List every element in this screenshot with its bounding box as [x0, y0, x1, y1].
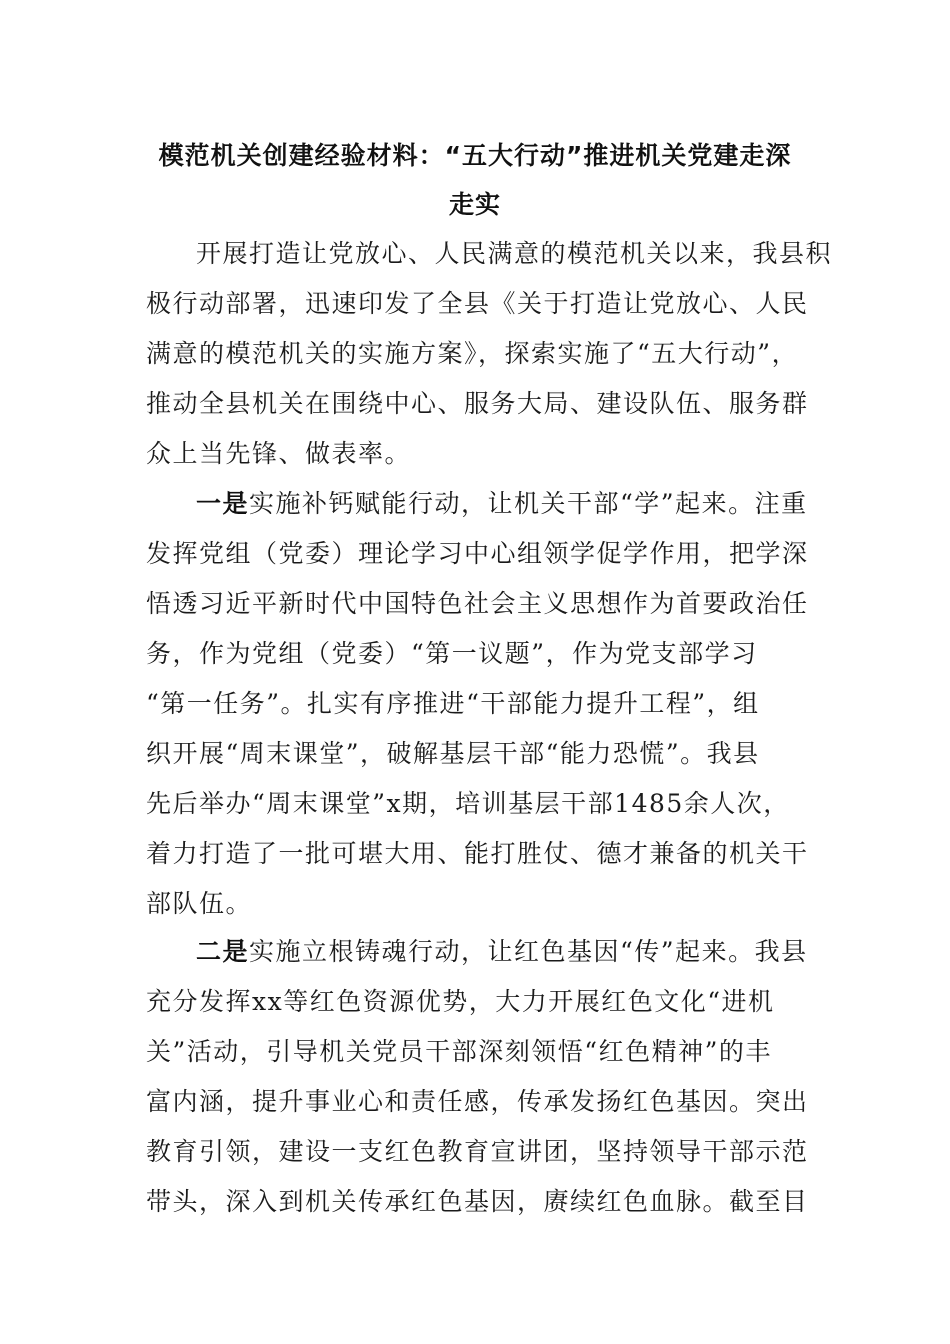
section1-line: 织开展“周末课堂”，破解基层干部“能力恐慌”。我县 — [146, 739, 760, 768]
intro-line: 推动全县机关在围绕中心、服务大局、建设队伍、服务群 — [146, 389, 809, 418]
document-title-line-1: 模范机关创建经验材料：“五大行动”推进机关党建走深 — [158, 141, 792, 170]
section1-line: 悟透习近平新时代中国特色社会主义思想作为首要政治任 — [146, 589, 809, 618]
section2-lead: 二是 — [196, 937, 250, 966]
section2-first-line — [196, 932, 808, 968]
section1-line: 着力打造了一批可堪大用、能打胜仗、德才兼备的机关干 — [146, 839, 809, 868]
section2-line: 关”活动，引导机关党员干部深刻领悟“红色精神”的丰 — [146, 1037, 772, 1066]
section2-line: 富内涵，提升事业心和责任感，传承发扬红色基因。突出 — [146, 1087, 809, 1116]
intro-line: 满意的模范机关的实施方案》，探索实施了“五大行动”， — [146, 339, 799, 368]
intro-line: 众上当先锋、做表率。 — [146, 439, 412, 468]
section1-line: 务，作为党组（党委）“第一议题”，作为党支部学习 — [146, 639, 758, 668]
section1-lead: 一是 — [196, 489, 250, 518]
document-title-line-2: 走实 — [448, 190, 501, 219]
section1-line: “第一任务”。扎实有序推进“干部能力提升工程”，组 — [146, 689, 760, 718]
section1-line: 部队伍。 — [146, 889, 253, 918]
section2-line-text: 实施立根铸魂行动，让红色基因“传”起来。我县 — [249, 937, 808, 966]
intro-line: 开展打造让党放心、人民满意的模范机关以来，我县积 — [196, 239, 833, 268]
section1-line: 发挥党组（党委）理论学习中心组领学促学作用，把学深 — [146, 539, 809, 568]
intro-line: 极行动部署，迅速印发了全县《关于打造让党放心、人民 — [146, 289, 809, 318]
section2-line: 带头，深入到机关传承红色基因，赓续红色血脉。截至目 — [146, 1187, 809, 1216]
section1-line: 先后举办“周末课堂”x期，培训基层干部1485余人次， — [146, 789, 790, 818]
section2-line: 教育引领，建设一支红色教育宣讲团，坚持领导干部示范 — [146, 1137, 809, 1166]
section1-first-line — [196, 484, 808, 520]
section2-line: 充分发挥xx等红色资源优势，大力开展红色文化“进机 — [146, 987, 775, 1016]
section1-line-text: 实施补钙赋能行动，让机关干部“学”起来。注重 — [249, 489, 808, 518]
